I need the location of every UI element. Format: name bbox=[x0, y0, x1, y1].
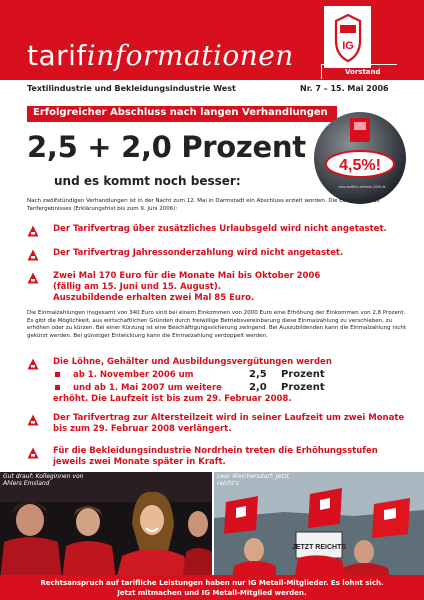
badge-url: www.tarifinfo-stefanie-2006.de bbox=[338, 185, 386, 189]
photo-flag-rally bbox=[214, 472, 424, 580]
square-bullet bbox=[55, 372, 60, 377]
rate-2007-number: 2,0 bbox=[249, 382, 267, 393]
loehne-line-1: Die Löhne, Gehälter und Ausbildungsvergütungen werden bbox=[53, 357, 332, 367]
einmalzahlung-line-1: Zwei Mal 170 Euro für die Monate Mai bis Oktober 2006 bbox=[53, 271, 321, 281]
bullet-einmalzahlung-text bbox=[53, 271, 413, 304]
bullet-nordrhein-text: Für die Bekleidungsindustrie Nordrhein treten die Erhöhungsstufen jeweils zwei Monate später in Kraft. bbox=[53, 446, 378, 467]
bullet-nordrhein bbox=[27, 446, 413, 468]
square-bullet bbox=[55, 385, 60, 390]
ig-metall-bullet-icon bbox=[27, 414, 39, 426]
subhead: und es kommt noch besser: bbox=[54, 174, 241, 188]
masthead-word-italic: informationen bbox=[86, 39, 294, 72]
bullet-urlaubsgeld bbox=[27, 224, 413, 237]
industry-line: Textilindustrie und Bekleidungsindustrie West bbox=[27, 84, 236, 93]
photo-left-caption: Gut drauf: Kolleginnen von Ahlers Emsland bbox=[3, 473, 84, 487]
badge-percent-text: 4,5%! bbox=[339, 157, 381, 174]
bullet-einmalzahlung bbox=[27, 271, 413, 304]
photo-lear-weichersdorf bbox=[214, 472, 424, 580]
loehne-line-4: erhöht. Die Laufzeit ist bis zum 29. Februar 2008. bbox=[53, 394, 292, 404]
ig-metall-bullet-icon bbox=[27, 225, 39, 237]
rate-2007-unit: Prozent bbox=[281, 382, 325, 393]
intro-paragraph: Nach zwölfstündigen Verhandlungen ist in der Nacht zum 12. Mai in Darmstadt ein Abschluss erzielt worden. Die Eckpunkte des Tarifergebnisses (Erklärungsfrist bis zum 9. Juni 2006): bbox=[27, 198, 380, 212]
vorstand-label: Vorstand bbox=[321, 64, 397, 78]
bullet-altersteilzeit bbox=[27, 413, 413, 435]
masthead-band bbox=[0, 0, 424, 80]
bullet-altersteilzeit-text: Der Tarifvertrag zur Altersteilzeit wird in seiner Laufzeit um zwei Monate bis zum 29. Februar 2008 verlängert. bbox=[53, 413, 405, 434]
ig-metall-logo-icon bbox=[330, 11, 366, 63]
masthead-word-regular: tarif bbox=[27, 39, 87, 72]
footer-line-1: Rechtsanspruch auf tarifliche Leistungen haben nur IG Metall-Mitglieder. Es lohnt sich. bbox=[40, 579, 384, 587]
ig-metall-bullet-icon bbox=[27, 249, 39, 261]
protest-sign-text: JETZT REICHTS bbox=[291, 544, 347, 551]
rate-row-2006 bbox=[53, 369, 413, 381]
rate-2006-unit: Prozent bbox=[281, 369, 325, 380]
photo-right-caption: Lear Weichersdorf: Jetzt reicht's bbox=[217, 473, 290, 487]
ig-metall-bullet-icon bbox=[27, 358, 39, 370]
einmalzahlung-line-2: (fällig am 15. Juni und 15. August). bbox=[53, 282, 221, 292]
bullet-jahressonderzahlung-text: Der Tarifvertrag Jahressonderzahlung wird nicht angetastet. bbox=[53, 248, 344, 258]
headline: 2,5 + 2,0 Prozent bbox=[27, 130, 306, 164]
bullet-loehne bbox=[27, 357, 413, 405]
bullet-loehne-text bbox=[53, 357, 413, 405]
svg-text:IG: IG bbox=[341, 40, 354, 52]
rate-2006-text: ab 1. November 2006 um bbox=[73, 370, 194, 380]
ig-metall-bullet-icon bbox=[27, 272, 39, 284]
photo-ahlers-emsland bbox=[0, 472, 212, 580]
footer-line-2: Jetzt mitmachen und IG Metall-Mitglied werden. bbox=[117, 589, 307, 597]
masthead-title bbox=[27, 40, 294, 72]
banner: Erfolgreicher Abschluss nach langen Verhandlungen bbox=[27, 106, 337, 122]
bullet-jahressonderzahlung bbox=[27, 248, 413, 261]
rate-2007-text: und ab 1. Mai 2007 um weitere bbox=[73, 383, 222, 393]
einmalzahlung-line-3: Auszubildende erhalten zwei Mal 85 Euro. bbox=[53, 293, 255, 303]
einmalzahlung-paragraph: Die Einmalzahlungen insgesamt von 340 Euro sind bei einem Einkommen von 2000 Euro eine Erhöhung der Einkommen von 2,8 Prozent. Es gibt die Möglichkeit, aus wirtschaftlichen Gründen durch freiwillige Betriebsvereinbarung diese Einmalzahlung zu verschieben, zu erhöhen oder zu kürzen. Bei einer Kürzung ist eine Beschäftigungssicherung zwingend. Bei Auszubildenden kann die Einmalzahlung nicht gekürzt werden. Bei günstiger Entwicklung kann die Einmalzahlung verdoppelt werden. bbox=[27, 310, 407, 339]
percent-button-badge bbox=[312, 110, 408, 206]
rate-2006-number: 2,5 bbox=[249, 369, 267, 380]
photo-women-demonstrators bbox=[0, 472, 212, 580]
footer-band bbox=[0, 575, 424, 600]
rate-row-2007 bbox=[53, 382, 413, 394]
ig-metall-bullet-icon bbox=[27, 447, 39, 459]
bullet-urlaubsgeld-text: Der Tarifvertrag über zusätzliches Urlaubsgeld wird nicht angetastet. bbox=[53, 224, 387, 234]
issue-number: Nr. 7 – 15. Mai 2006 bbox=[300, 84, 389, 93]
ig-metall-logo bbox=[324, 6, 371, 68]
